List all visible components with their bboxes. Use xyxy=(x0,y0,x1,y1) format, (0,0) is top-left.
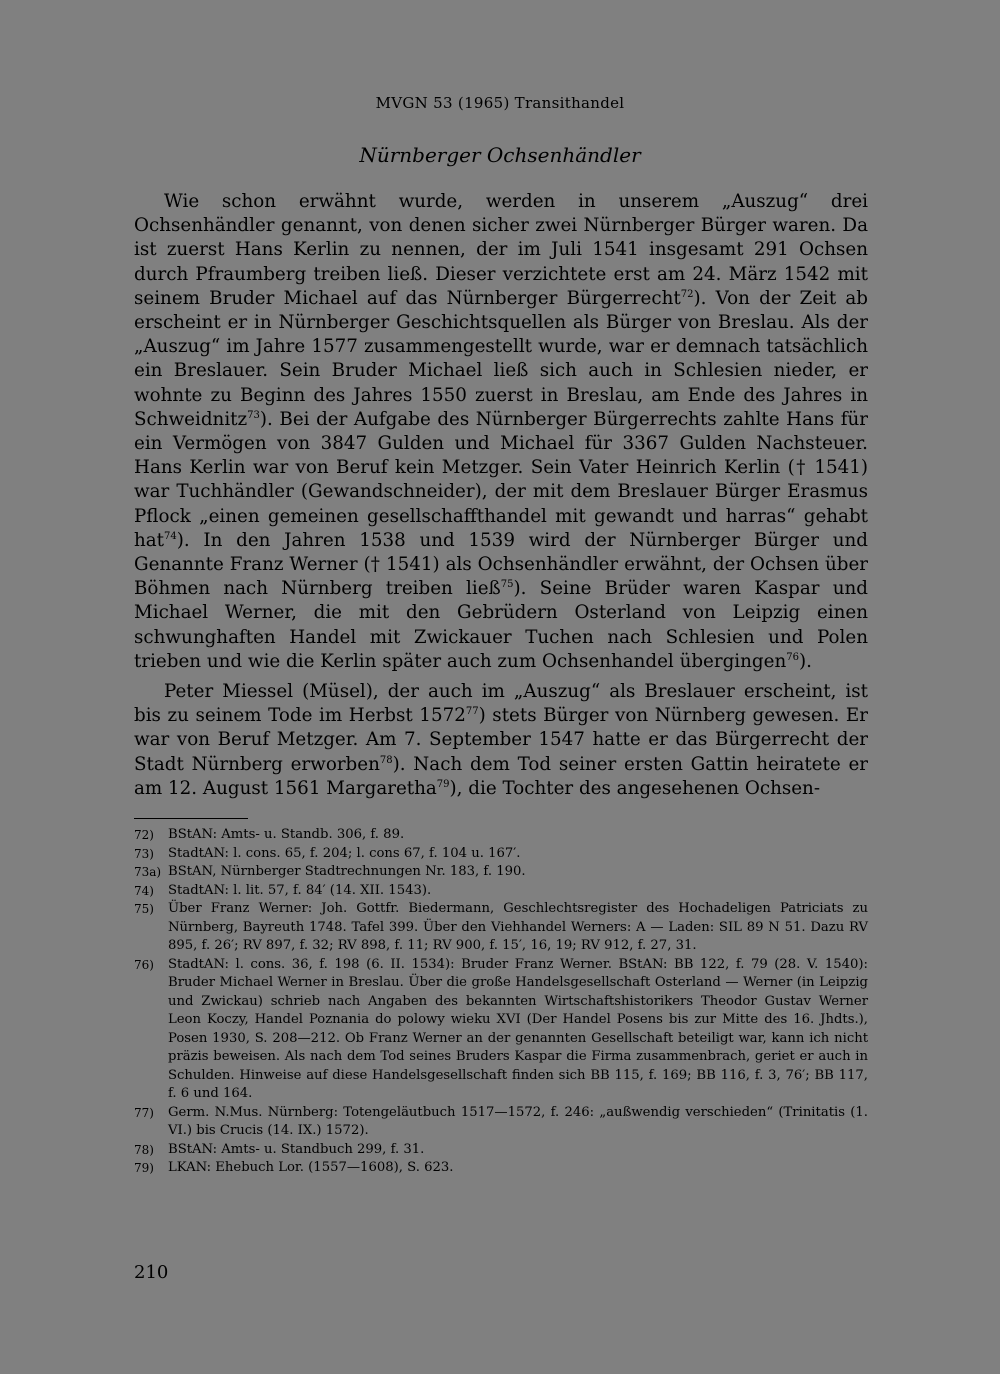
footnote-text: BStAN, Nürnberger Stadtrechnungen Nr. 183, f. 190. xyxy=(168,864,526,879)
footnote xyxy=(134,863,868,882)
footnote-text: BStAN: Amts- u. Standb. 306, f. 89. xyxy=(168,827,405,842)
footnote xyxy=(134,845,868,864)
main-text xyxy=(134,190,868,801)
footnote-separator xyxy=(134,818,248,819)
section-title: Nürnberger Ochsenhändler xyxy=(359,143,641,167)
footnote-number: 73) xyxy=(134,846,154,861)
footnote-ref: 72 xyxy=(680,288,694,300)
footnote-text: StadtAN: l. lit. 57, f. 84′ (14. XII. 1543). xyxy=(168,882,432,898)
text-run: ). xyxy=(798,650,812,672)
footnote-ref: 79 xyxy=(436,778,450,790)
footnote-number: 72) xyxy=(134,828,154,842)
footnote-ref: 74 xyxy=(164,530,177,542)
page-number: 210 xyxy=(134,1262,169,1283)
paragraph-1 xyxy=(134,190,868,674)
footnote xyxy=(134,1141,868,1160)
footnote-text: StadtAN: l. cons. 65, f. 204; l. cons 67, f. 104 u. 167′. xyxy=(168,845,521,861)
text-run: ). Bei der Aufgabe des Nürnberger Bürgerrechts zahlte Hans für ein Vermögen von 3847 Gulden und Michael für 3367 Gulden Nachsteuer. Hans Kerlin war von Beruf kein Metzger. Sein Vater Heinrich Kerlin († 1541) war Tuchhändler (Gewandschneider), der mit dem Breslauer Bürger Erasmus Pflock „einen gemeinen gesellschaffthandel mit gewandt und harras“ gehabt hat xyxy=(134,408,868,551)
footnote-number: 79) xyxy=(134,1161,154,1175)
footnote-number: 78) xyxy=(134,1142,154,1157)
footnote-ref: 78 xyxy=(379,754,393,766)
text-run: ). Nach dem Tod seiner ersten Gattin heiratete er am 12. August 1561 Margaretha xyxy=(134,753,868,799)
footnote-text: StadtAN: l. cons. 36, f. 198 (6. II. 1534): Bruder Franz Werner. BStAN: BB 122, f. 79 (28. V. 1540): Bruder Michael Werner in Breslau. Über die große Handelsgesellschaft Osterland — Werner (in Leipzig und Zwickau) schrieb nach Angaben des bekannten Wirtschaftshistorikers Theodor Gustav Werner Leon Koczy, Handel Poznania do polowy wieku XVI (Der Handel Posens bis zur Mitte des 16. Jhdts.), Posen 1930, S. 208—212. Ob Franz Werner an der genannten Gesellschaft beteiligt war, kann ich nicht präzis beweisen. Als nach dem Tod seines Bruders Kaspar die Firma zusammenbrach, geriet er auch in Schulden. Hinweise auf diese Handelsgesellschaft finden sich BB 115, f. 169; BB 116, f. 3, 76′; BB 117, f. 6 und 164. xyxy=(168,956,868,1101)
text-run: Wie schon erwähnt wurde, werden in unserem „Auszug“ drei Ochsenhändler genannt, von denen sicher zwei Nürnberger Bürger waren. Da ist zuerst Hans Kerlin zu nennen, der im Juli 1541 insgesamt 291 Ochsen durch Pfraumberg treiben ließ. Dieser verzichtete erst am 24. März 1542 mit seinem Bruder Michael auf das Nürnberger Bürgerrecht xyxy=(134,191,868,309)
footnote xyxy=(134,882,868,901)
footnote-ref: 76 xyxy=(786,651,799,663)
footnote-text: BStAN: Amts- u. Standbuch 299, f. 31. xyxy=(168,1141,425,1157)
footnote-number: 76) xyxy=(134,957,154,972)
footnote-ref: 77 xyxy=(465,706,479,718)
footnote xyxy=(134,900,868,956)
footnote-text: Über Franz Werner: Joh. Gottfr. Biedermann, Geschlechtsregister des Hochadeligen Patriciats zu Nürnberg, Bayreuth 1748. Tafel 399. Über den Viehhandel Werners: A — Laden: SIL 89 N 51. Dazu RV 895, f. 26′; RV 897, f. 32; RV 898, f. 11; RV 900, f. 15′, 16, 19; RV 912, f. 27, 31. xyxy=(168,901,868,953)
footnote-text: Germ. N.Mus. Nürnberg: Totengeläutbuch 1517—1572, f. 246: „außwendig verschieden“ (Trinitatis (1. VI.) bis Crucis (14. IX.) 1572). xyxy=(168,1104,868,1138)
footnote xyxy=(134,826,868,845)
text-run: ). In den Jahren 1538 und 1539 wird der Nürnberger Bürger und Genannte Franz Werner († 1541) als Ochsenhändler erwähnt, der Ochsen über Böhmen nach Nürnberg treiben ließ xyxy=(134,529,868,600)
footnote-number: 73a) xyxy=(134,865,162,879)
footnote xyxy=(134,956,868,1104)
footnote-ref: 73 xyxy=(247,409,260,421)
footnote-text: LKAN: Ehebuch Lor. (1557—1608), S. 623. xyxy=(168,1160,454,1175)
text-run: ). Seine Brüder waren Kaspar und Michael Werner, die mit den Gebrüdern Osterland von Leipzig einen schwunghaften Handel mit Zwickauer Tuchen nach Schlesien und Polen trieben und wie die Kerlin später auch zum Ochsenhandel übergingen xyxy=(134,578,868,672)
text-run: ), die Tochter des angesehenen Ochsen- xyxy=(449,777,821,799)
paragraph-2 xyxy=(134,680,868,801)
footnote xyxy=(134,1104,868,1141)
footnote-number: 77) xyxy=(134,1105,154,1120)
footnote-ref: 75 xyxy=(500,579,514,591)
footnote-number: 74) xyxy=(134,883,154,898)
footnotes xyxy=(134,826,868,1178)
text-run: Peter Miessel (Müsel), der auch im „Auszug“ als Breslauer erscheint, ist bis zu seinem Tode im Herbst 1572 xyxy=(134,681,868,727)
footnote xyxy=(134,1159,868,1178)
text-run: ) stets Bürger von Nürnberg gewesen. Er war von Beruf Metzger. Am 7. September 1547 hatte er das Bürgerrecht der Stadt Nürnberg erworben xyxy=(134,705,868,775)
text-run: ). Von der Zeit ab erscheint er in Nürnberger Geschichtsquellen als Bürger von Breslau. Als der „Auszug“ im Jahre 1577 zusammengestellt wurde, war er demnach tatsächlich ein Breslauer. Sein Bruder Michael ließ sich auch in Schlesien nieder, er wohnte zu Beginn des Jahres 1550 zuerst in Breslau, am Ende des Jahres in Schweidnitz xyxy=(134,287,868,430)
footnote-number: 75) xyxy=(134,902,154,916)
running-head: MVGN 53 (1965) Transithandel xyxy=(375,94,625,112)
